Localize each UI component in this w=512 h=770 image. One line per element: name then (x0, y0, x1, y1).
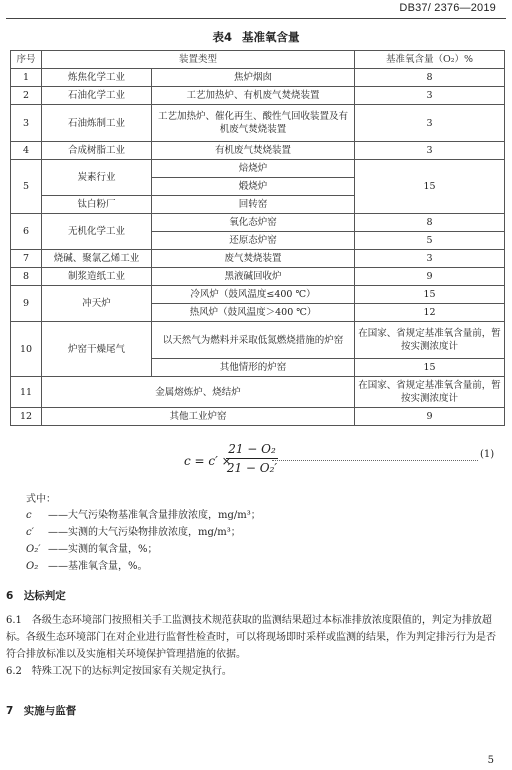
cell-value: 9 (355, 268, 505, 286)
cell-industry: 合成树脂工业 (42, 142, 152, 160)
cell-device: 煅烧炉 (152, 178, 355, 196)
cell-seq: 8 (11, 268, 42, 286)
table-row (11, 87, 505, 105)
cell-industry: 石油化学工业 (42, 87, 152, 105)
cell-industry: 冲天炉 (42, 286, 152, 322)
header-type: 装置类型 (42, 51, 355, 69)
equation-number: (1) (480, 449, 495, 460)
table-row (11, 69, 505, 87)
cell-seq: 4 (11, 142, 42, 160)
cell-seq: 12 (11, 408, 42, 426)
cell-industry: 烧碱、聚氯乙烯工业 (42, 250, 152, 268)
variable-symbol: O₂ (26, 561, 39, 572)
cell-device: 热风炉（鼓风温度＞400 ℃） (152, 304, 355, 322)
cell-device: 还原态炉窑 (152, 232, 355, 250)
formula-denominator: 21 − O₂′ (226, 461, 278, 475)
cell-value: 8 (355, 69, 505, 87)
variable-definitions (26, 507, 261, 575)
page-number: 5 (487, 755, 494, 766)
cell-value: 3 (355, 250, 505, 268)
where-label: 式中： (26, 494, 56, 505)
variable-description: ——基准氧含量，%。 (48, 561, 148, 572)
variable-row (26, 541, 261, 558)
cell-value: 3 (355, 142, 505, 160)
cell-industry: 炉窑干燥尾气 (42, 322, 152, 377)
cell-value: 在国家、省规定基准氧含量前，暂按实测浓度计 (355, 377, 505, 408)
cell-device: 金属熔炼炉、烧结炉 (42, 377, 355, 408)
header-divider (6, 18, 506, 19)
cell-seq: 7 (11, 250, 42, 268)
clause-6-1: 6.1 各级生态环境部门按照相关手工监测技术规范获取的监测结果超过本标准排放浓度限值的，判定为排放超标。各级生态环境部门在对企业进行监督性检查时，可以将现场即时采样或监测的结果，作为判定排污行为是否符合排放标准以及实施相关环境保护管理措施的依据。 (6, 615, 496, 660)
table-row (11, 322, 505, 359)
cell-device: 工艺加热炉、催化再生、酸性气回收装置及有机废气焚烧装置 (152, 105, 355, 142)
variable-symbol: c (26, 510, 32, 521)
cell-value: 12 (355, 304, 505, 322)
cell-value: 15 (355, 359, 505, 377)
cell-industry: 炼焦化学工业 (42, 69, 152, 87)
table-row (11, 160, 505, 178)
cell-device: 废气焚烧装置 (152, 250, 355, 268)
table-header-row (11, 51, 505, 69)
formula-lhs: c = c′ × (184, 454, 232, 468)
variable-description: ——实测的氧含量，%； (48, 544, 158, 555)
variable-symbol: c′ (26, 527, 34, 538)
table-row (11, 105, 505, 142)
cell-device: 其他工业炉窑 (42, 408, 355, 426)
variable-description: ——实测的大气污染物排放浓度，mg/m³； (48, 527, 241, 538)
cell-device: 回转窑 (152, 196, 355, 214)
cell-seq: 6 (11, 214, 42, 250)
cell-value: 15 (355, 286, 505, 304)
cell-seq: 11 (11, 377, 42, 408)
cell-device: 氧化态炉窑 (152, 214, 355, 232)
section-6-heading: 6 达标判定 (6, 590, 66, 602)
formula-fraction (226, 442, 278, 475)
cell-device: 有机废气焚烧装置 (152, 142, 355, 160)
cell-seq: 1 (11, 69, 42, 87)
cell-value: 5 (355, 232, 505, 250)
cell-industry: 制浆造纸工业 (42, 268, 152, 286)
cell-device: 焙烧炉 (152, 160, 355, 178)
cell-industry: 钛白粉厂 (42, 196, 152, 214)
table-row (11, 286, 505, 304)
cell-device: 工艺加热炉、有机废气焚烧装置 (152, 87, 355, 105)
header-seq: 序号 (11, 51, 42, 69)
cell-seq: 10 (11, 322, 42, 377)
variable-description: ——大气污染物基准氧含量排放浓度，mg/m³； (48, 510, 261, 521)
cell-industry: 无机化学工业 (42, 214, 152, 250)
variable-symbol: O₂′ (26, 544, 41, 555)
cell-industry: 炭素行业 (42, 160, 152, 196)
header-o2: 基准氧含量（O₂）% (355, 51, 505, 69)
table-row (11, 268, 505, 286)
cell-device: 以天然气为燃料并采取低氮燃烧措施的炉窑 (152, 322, 355, 359)
cell-device: 其他情形的炉窑 (152, 359, 355, 377)
section-7-heading: 7 实施与监督 (6, 705, 77, 717)
standard-code: DB37/ 2376—2019 (399, 2, 496, 14)
cell-value: 9 (355, 408, 505, 426)
variable-row (26, 507, 261, 524)
cell-value: 8 (355, 214, 505, 232)
cell-value: 15 (355, 160, 505, 214)
cell-seq: 9 (11, 286, 42, 322)
table-row (11, 377, 505, 408)
formula-numerator: 21 − O₂ (226, 442, 278, 459)
table-row (11, 214, 505, 232)
table-title: 表4 基准氧含量 (212, 30, 300, 44)
cell-seq: 5 (11, 160, 42, 214)
cell-seq: 3 (11, 105, 42, 142)
table-row (11, 408, 505, 426)
cell-device: 焦炉烟囱 (152, 69, 355, 87)
oxygen-reference-table (10, 50, 505, 426)
cell-seq: 2 (11, 87, 42, 105)
cell-device: 冷风炉（鼓风温度≤400 ℃） (152, 286, 355, 304)
cell-industry: 石油炼制工业 (42, 105, 152, 142)
variable-row (26, 558, 261, 575)
cell-device: 黑液碱回收炉 (152, 268, 355, 286)
clause-6-2: 6.2 特殊工况下的达标判定按国家有关规定执行。 (6, 666, 232, 677)
leader-dots (272, 452, 478, 461)
table-row (11, 250, 505, 268)
cell-value: 3 (355, 105, 505, 142)
cell-value: 3 (355, 87, 505, 105)
variable-row (26, 524, 261, 541)
cell-value: 在国家、省规定基准氧含量前，暂按实测浓度计 (355, 322, 505, 359)
table-row (11, 142, 505, 160)
